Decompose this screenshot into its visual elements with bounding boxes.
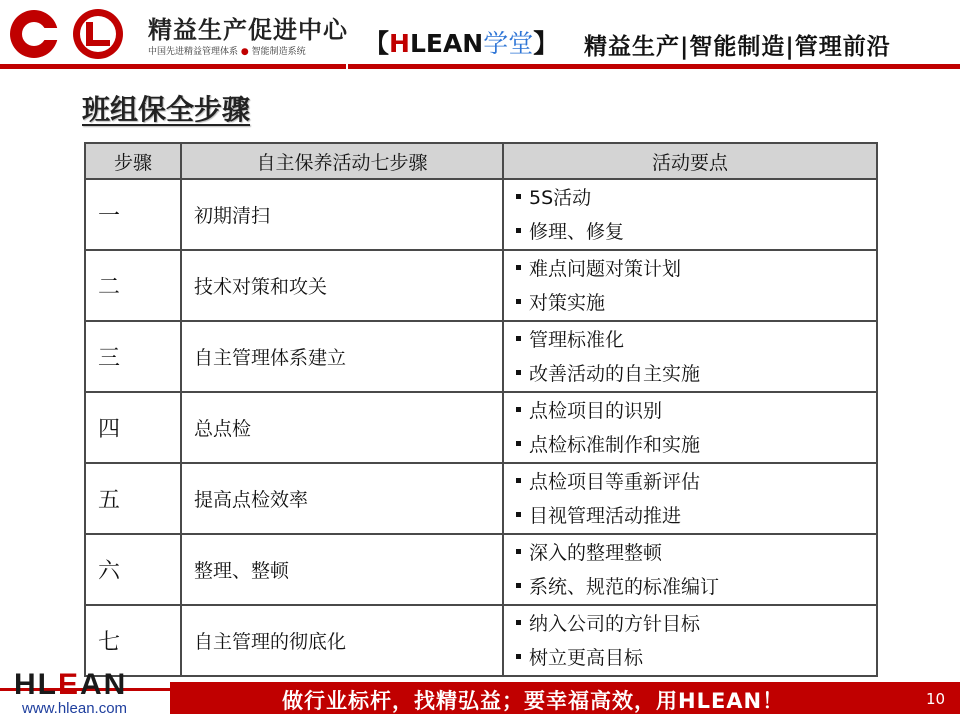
- table-header-row: [85, 143, 877, 179]
- school-label: [364, 24, 558, 60]
- bracket-right: 】: [533, 29, 559, 58]
- bullet-icon: [516, 228, 521, 233]
- activity-cell: 自主管理的彻底化: [181, 605, 503, 676]
- table-row: [85, 321, 877, 392]
- point-item: [516, 357, 876, 391]
- bullet-icon: [516, 654, 521, 659]
- step-cell: 五: [85, 463, 181, 534]
- school-lean: LEAN: [409, 29, 484, 58]
- bullet-icon: [516, 583, 521, 588]
- point-text: 点检项目等重新评估: [529, 470, 701, 493]
- step-cell: 一: [85, 179, 181, 250]
- bracket-left: 【: [364, 29, 390, 58]
- point-text: 纳入公司的方针目标: [529, 612, 701, 635]
- points-cell: [503, 179, 877, 250]
- point-text: 系统、规范的标准编订: [529, 575, 720, 598]
- point-text: 对策实施: [529, 291, 606, 314]
- point-item: [516, 641, 876, 675]
- bullet-icon: [516, 407, 521, 412]
- point-text: 修理、修复: [529, 220, 625, 243]
- table-row: [85, 534, 877, 605]
- logo-l: L: [37, 668, 58, 701]
- brand-title: 精益生产促进中心: [148, 16, 348, 44]
- point-item: [516, 465, 876, 499]
- footer-url-link[interactable]: www.hlean.com: [22, 700, 128, 717]
- points-cell: [503, 250, 877, 321]
- header: [0, 0, 960, 72]
- table-row: [85, 463, 877, 534]
- logo-h: H: [14, 668, 38, 701]
- points-cell: [503, 605, 877, 676]
- bullet-icon: [516, 336, 521, 341]
- bullet-icon: [516, 478, 521, 483]
- separator-dot-icon: ●: [240, 47, 252, 57]
- table-row: [85, 250, 877, 321]
- points-cell: [503, 463, 877, 534]
- header-divider: [0, 64, 960, 69]
- point-text: 点检项目的识别: [529, 399, 663, 422]
- point-text: 深入的整理整顿: [529, 541, 663, 564]
- school-xuetang: 学堂: [483, 29, 534, 58]
- point-item: [516, 215, 876, 249]
- brand-logo-icon: [6, 6, 136, 62]
- bullet-icon: [516, 549, 521, 554]
- point-text: 管理标准化: [529, 328, 625, 351]
- bullet-icon: [516, 370, 521, 375]
- point-text: 难点问题对策计划: [529, 257, 682, 280]
- points-cell: [503, 534, 877, 605]
- header-activity: 自主保养活动七步骤: [181, 143, 503, 179]
- school-h: H: [389, 29, 410, 58]
- footer-logo: [14, 668, 127, 702]
- table-row: [85, 605, 877, 676]
- point-text: 5S活动: [529, 186, 592, 209]
- table-row: [85, 179, 877, 250]
- logo-an: AN: [80, 668, 128, 701]
- activity-cell: 总点检: [181, 392, 503, 463]
- step-cell: 四: [85, 392, 181, 463]
- bullet-icon: [516, 441, 521, 446]
- point-item: [516, 252, 876, 286]
- step-cell: 三: [85, 321, 181, 392]
- steps-table: [84, 142, 878, 677]
- point-text: 改善活动的自主实施: [529, 362, 701, 385]
- step-cell: 二: [85, 250, 181, 321]
- point-text: 树立更高目标: [529, 646, 644, 669]
- activity-cell: 初期清扫: [181, 179, 503, 250]
- brand-subtitle: [148, 44, 306, 57]
- point-item: [516, 536, 876, 570]
- header-points: 活动要点: [503, 143, 877, 179]
- logo-e: E: [58, 668, 81, 701]
- point-item: [516, 286, 876, 320]
- step-cell: 六: [85, 534, 181, 605]
- header-slogan: 精益生产|智能制造|管理前沿: [584, 34, 891, 60]
- bullet-icon: [516, 265, 521, 270]
- footer-slogan: 做行业标杆，找精弘益；要幸福高效，用HLEAN！: [282, 689, 785, 713]
- point-item: [516, 181, 876, 215]
- brand-subtitle-right: 智能制造系统: [251, 47, 306, 57]
- header-step: 步骤: [85, 143, 181, 179]
- activity-cell: 自主管理体系建立: [181, 321, 503, 392]
- bullet-icon: [516, 194, 521, 199]
- header-divider-gap: [346, 64, 348, 72]
- page-number: 10: [926, 690, 946, 708]
- step-cell: 七: [85, 605, 181, 676]
- point-item: [516, 323, 876, 357]
- bullet-icon: [516, 512, 521, 517]
- points-cell: [503, 392, 877, 463]
- activity-cell: 提高点检效率: [181, 463, 503, 534]
- point-text: 目视管理活动推进: [529, 504, 682, 527]
- activity-cell: 整理、整顿: [181, 534, 503, 605]
- points-cell: [503, 321, 877, 392]
- bullet-icon: [516, 620, 521, 625]
- brand-subtitle-left: 中国先进精益管理体系: [148, 47, 239, 57]
- point-text: 点检标准制作和实施: [529, 433, 701, 456]
- table-row: [85, 392, 877, 463]
- bullet-icon: [516, 299, 521, 304]
- point-item: [516, 570, 876, 604]
- point-item: [516, 394, 876, 428]
- point-item: [516, 607, 876, 641]
- activity-cell: 技术对策和攻关: [181, 250, 503, 321]
- page-title: 班组保全步骤: [82, 93, 251, 126]
- point-item: [516, 428, 876, 462]
- point-item: [516, 499, 876, 533]
